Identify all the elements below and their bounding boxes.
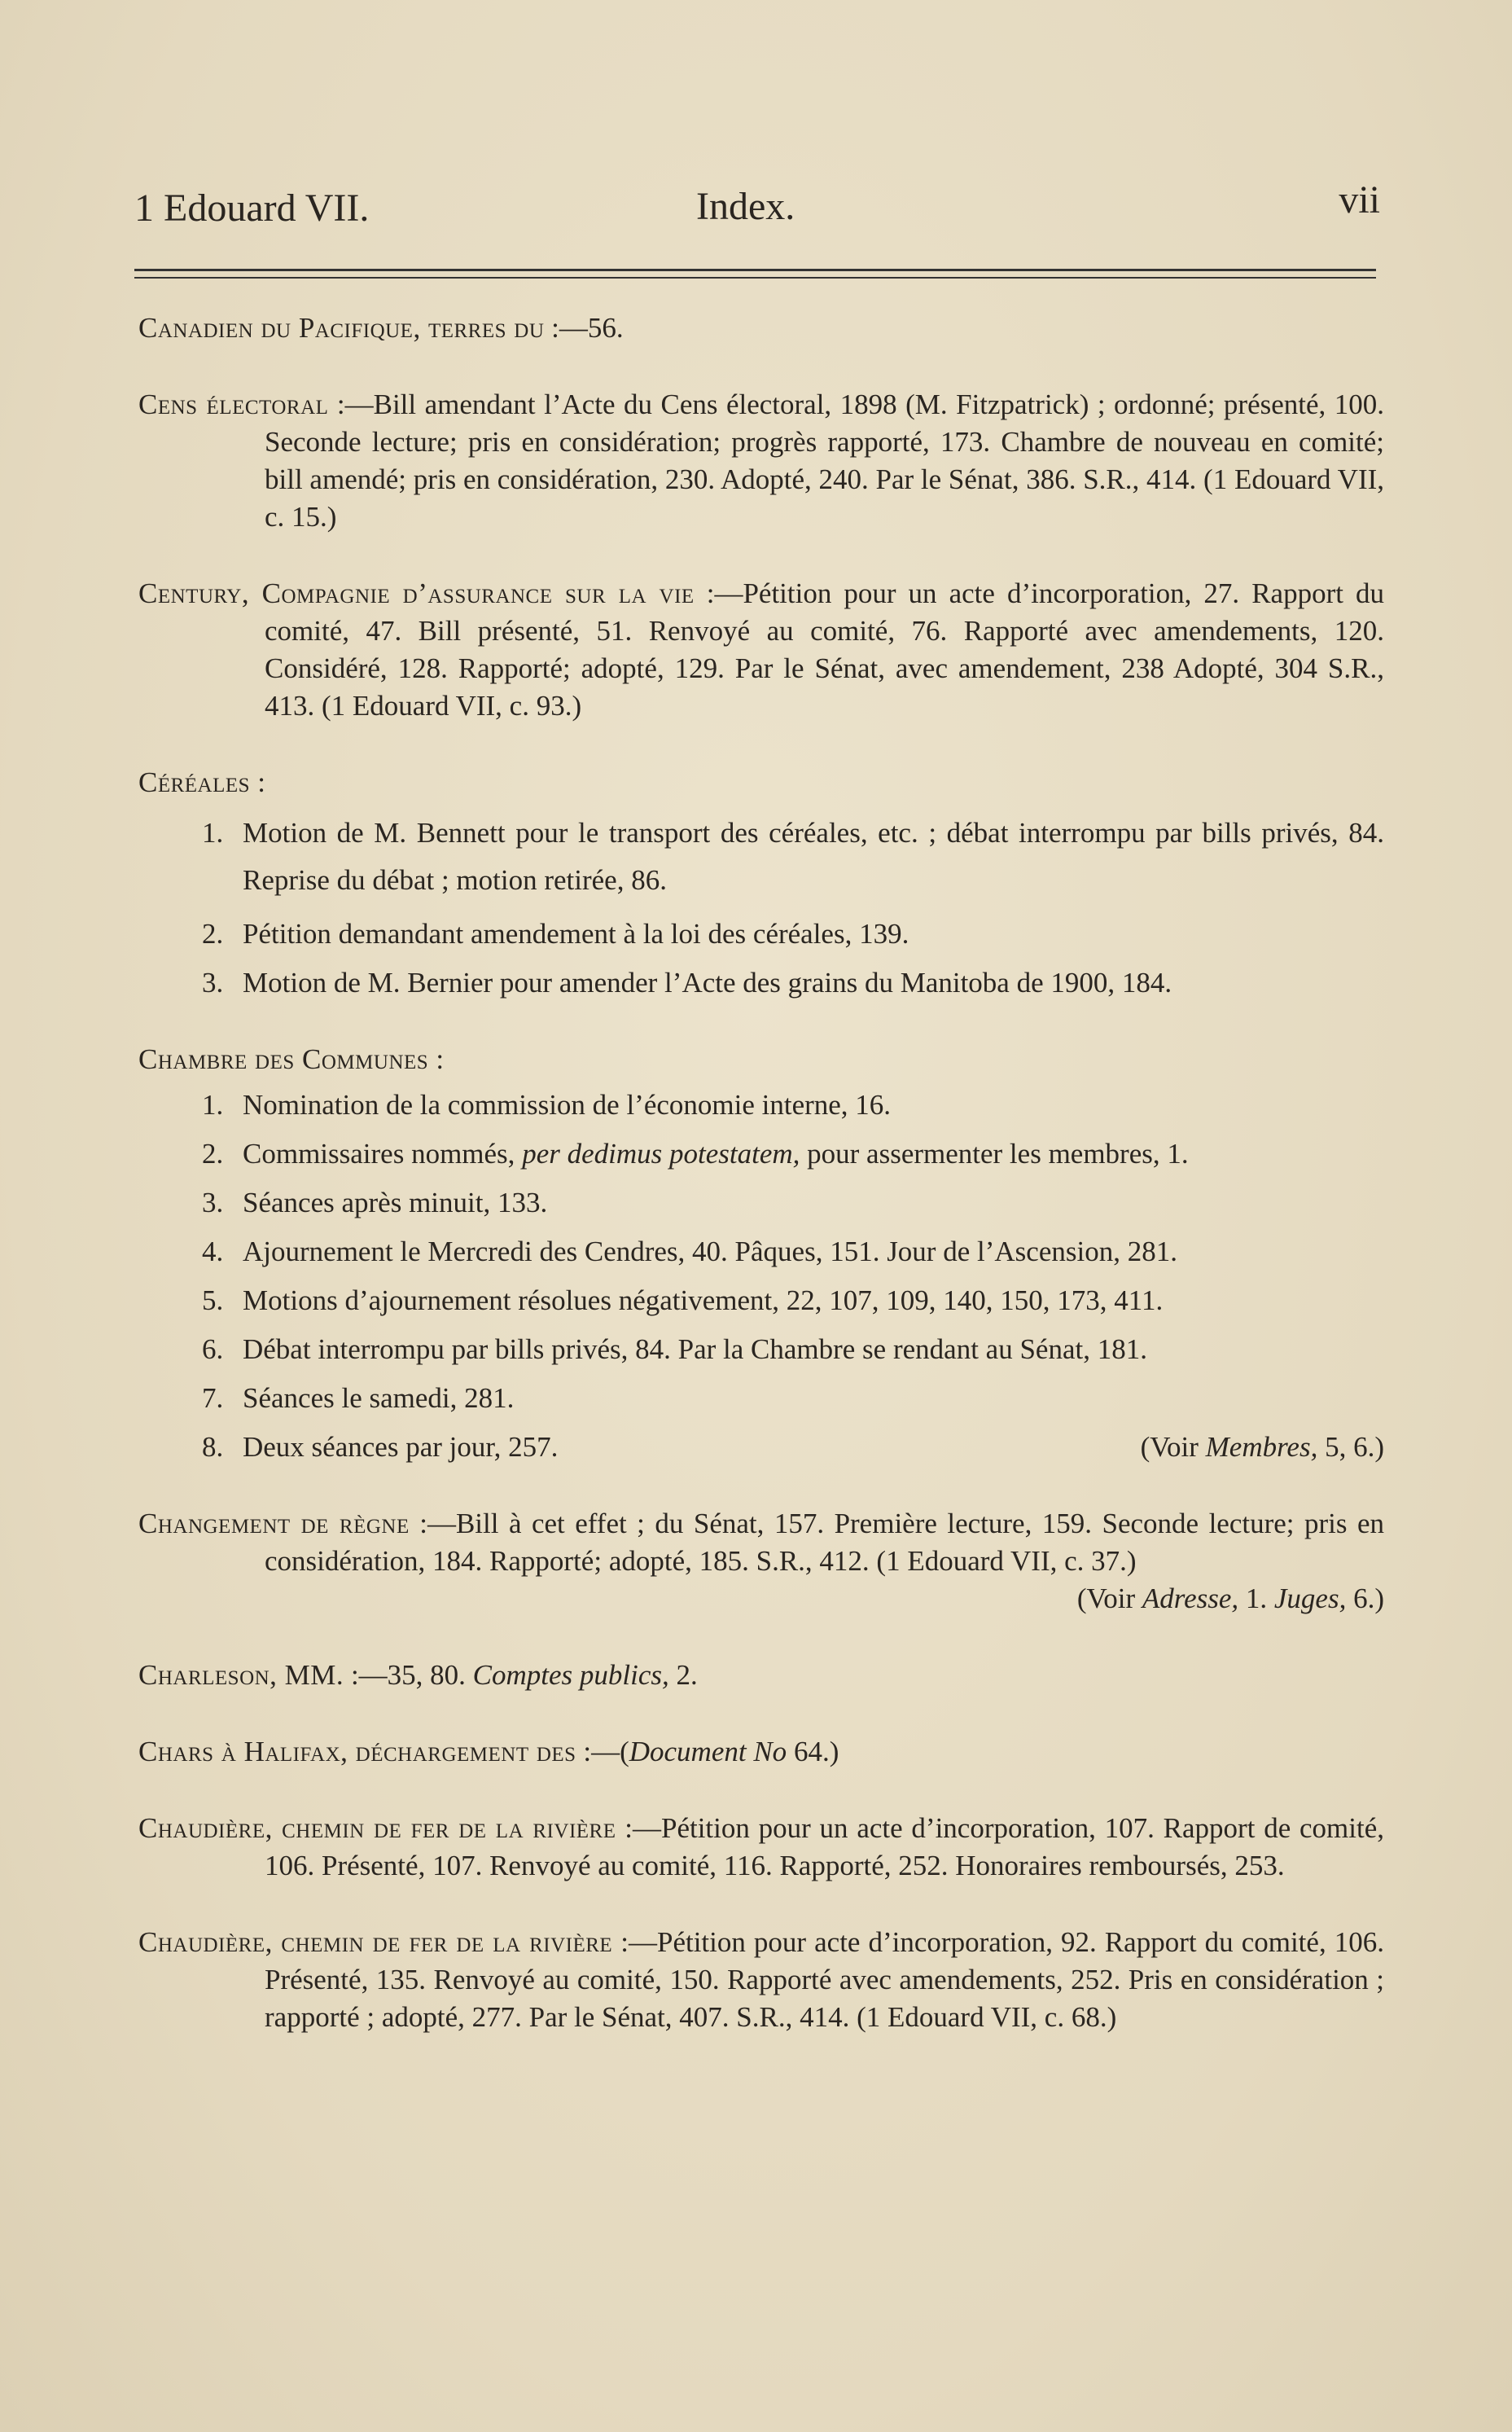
item-text: Deux séances par jour, 257. — [243, 1431, 559, 1463]
cross-reference-post: 5, 6.) — [1317, 1431, 1384, 1463]
entry-text: :—Pétition pour acte d’incorporation, 92. Rapport du comité, 106. Présenté, 135. Renvoyé au comité, 150. Rapporté avec amendements, 252. Pris en considération ; rapporté ; adopté, 277. Par le Sénat, 407. S.R., 414. (1 Edouard VII, c. 68.) — [265, 1926, 1384, 2033]
list-item — [138, 1331, 1384, 1368]
item-text-italic: per dedimus potestatem, — [522, 1138, 800, 1170]
list-item — [138, 964, 1384, 1002]
cross-reference-italic: Juges, — [1273, 1583, 1347, 1614]
item-text: Motion de M. Bernier pour amender l’Acte des grains du Manitoba de 1900, 184. — [243, 967, 1172, 999]
entry-text-post: 2. — [668, 1659, 698, 1691]
item-text: Pétition demandant amendement à la loi des céréales, 139. — [243, 918, 909, 950]
item-number: 5. — [202, 1284, 224, 1316]
list-item — [138, 915, 1384, 953]
index-section-communes — [138, 1041, 1384, 1466]
item-number: 6. — [202, 1333, 224, 1365]
cross-reference-pre: (Voir — [1140, 1431, 1206, 1463]
list-item — [138, 1282, 1384, 1319]
index-entry-cens-electoral — [138, 386, 1384, 536]
entry-heading: Chaudière, chemin de fer de la rivière — [138, 1812, 616, 1844]
item-text: Séances après minuit, 133. — [243, 1187, 548, 1218]
list-item — [138, 810, 1384, 904]
header-volume: 1 Edouard VII. — [134, 187, 370, 230]
item-number: 2. — [202, 1138, 224, 1170]
entry-heading: Chars à Halifax, déchargement des — [138, 1736, 576, 1767]
entry-heading: Century, Compagnie d’assurance sur la vie — [138, 577, 695, 609]
cross-reference-post: 6.) — [1346, 1583, 1384, 1614]
entry-text: :—Pétition pour un acte d’incorporation, 27. Rapport du comité, 47. Bill présenté, 51. Renvoyé au comité, 76. Rapporté avec amendements, 120. Considéré, 128. Rapporté; adopté, 129. Par le Sénat, avec amendement, 238 Adopté, 304 S.R., 413. (1 Edouard VII, c. 93.) — [265, 577, 1384, 722]
item-number: 7. — [202, 1382, 224, 1414]
index-content — [138, 309, 1384, 2075]
item-number: 1. — [202, 1089, 224, 1121]
entry-heading: Charleson, MM. — [138, 1659, 344, 1691]
entry-heading: Canadien du Pacifique, terres du — [138, 312, 545, 344]
cross-reference-italic: Adresse, — [1142, 1583, 1239, 1614]
cross-reference-italic: Membres, — [1205, 1431, 1318, 1463]
index-entry-canadien-pacifique — [138, 309, 1384, 347]
header-page-number: vii — [1339, 178, 1380, 222]
cross-reference — [265, 1580, 1384, 1618]
item-text-post: pour assermenter les membres, 1. — [800, 1138, 1189, 1170]
header-title: Index. — [696, 185, 795, 228]
header-rule-top — [134, 269, 1376, 271]
item-number: 2. — [202, 918, 224, 950]
entry-text: :—Pétition pour un acte d’incorporation, 107. Rapport de comité, 106. Présenté, 107. Renvoyé au comité, 116. Rapporté, 252. Honoraires remboursés, 253. — [265, 1812, 1384, 1881]
index-entry-changement-regne — [138, 1505, 1384, 1618]
index-entry-chaudiere-1 — [138, 1810, 1384, 1885]
section-heading: Chambre des Communes : — [138, 1043, 445, 1075]
list-item — [138, 1184, 1384, 1222]
item-text-pre: Commissaires nommés, — [243, 1138, 523, 1170]
cross-reference-mid: 1. — [1238, 1583, 1274, 1614]
item-text: Ajournement le Mercredi des Cendres, 40. Pâques, 151. Jour de l’Ascension, 281. — [243, 1236, 1177, 1267]
cross-reference-pre: (Voir — [1076, 1583, 1142, 1614]
index-entry-chars-halifax — [138, 1733, 1384, 1771]
item-number: 3. — [202, 1187, 224, 1218]
item-number: 8. — [202, 1431, 224, 1463]
index-entry-chaudiere-2 — [138, 1924, 1384, 2036]
entry-text: :—Bill amendant l’Acte du Cens électoral, 1898 (M. Fitzpatrick) ; ordonné; présenté, 100. Seconde lecture; pris en considération; progrès rapporté, 173. Chambre de nouveau en comité; bill amendé; pris en considération, 230. Adopté, 240. Par le Sénat, 386. S.R., 414. (1 Edouard VII, c. 15.) — [265, 389, 1384, 533]
entry-text: :—35, 80. — [344, 1659, 473, 1691]
item-number: 3. — [202, 967, 224, 999]
item-text: Séances le samedi, 281. — [243, 1382, 515, 1414]
entry-heading: Cens électoral — [138, 389, 329, 420]
index-entry-century — [138, 575, 1384, 725]
cross-reference — [1140, 1429, 1384, 1466]
index-entry-charleson — [138, 1657, 1384, 1694]
item-text: Nomination de la commission de l’économie interne, 16. — [243, 1089, 892, 1121]
list-item — [138, 1233, 1384, 1271]
item-text: Motions d’ajournement résolues négativement, 22, 107, 109, 140, 150, 173, 411. — [243, 1284, 1164, 1316]
entry-heading: Changement de règne — [138, 1508, 410, 1539]
page-header — [134, 178, 1380, 235]
item-number: 4. — [202, 1236, 224, 1267]
list-item — [138, 1086, 1384, 1124]
entry-heading: Chaudière, chemin de fer de la rivière — [138, 1926, 613, 1958]
entry-text: :—( — [576, 1736, 629, 1767]
list-item — [138, 1380, 1384, 1417]
header-rule-bottom — [134, 277, 1376, 279]
entry-text: :—Bill à cet effet ; du Sénat, 157. Première lecture, 159. Seconde lecture; pris en considération, 184. Rapporté; adopté, 185. S.R., 412. (1 Edouard VII, c. 37.) — [265, 1508, 1384, 1577]
item-text: Motion de M. Bennett pour le transport des céréales, etc. ; débat interrompu par bills privés, 84. Reprise du débat ; motion retirée, 86. — [243, 817, 1384, 896]
section-heading: Céréales : — [138, 766, 266, 798]
entry-text-italic: Comptes publics, — [472, 1659, 669, 1691]
entry-text-post: 64.) — [787, 1736, 839, 1767]
list-item — [138, 1135, 1384, 1173]
list-item — [138, 1429, 1384, 1466]
item-number: 1. — [202, 817, 224, 849]
entry-text: :—56. — [544, 312, 624, 344]
item-text: Débat interrompu par bills privés, 84. Par la Chambre se rendant au Sénat, 181. — [243, 1333, 1147, 1365]
entry-text-italic: Document No — [629, 1736, 787, 1767]
index-section-cereales — [138, 764, 1384, 1002]
